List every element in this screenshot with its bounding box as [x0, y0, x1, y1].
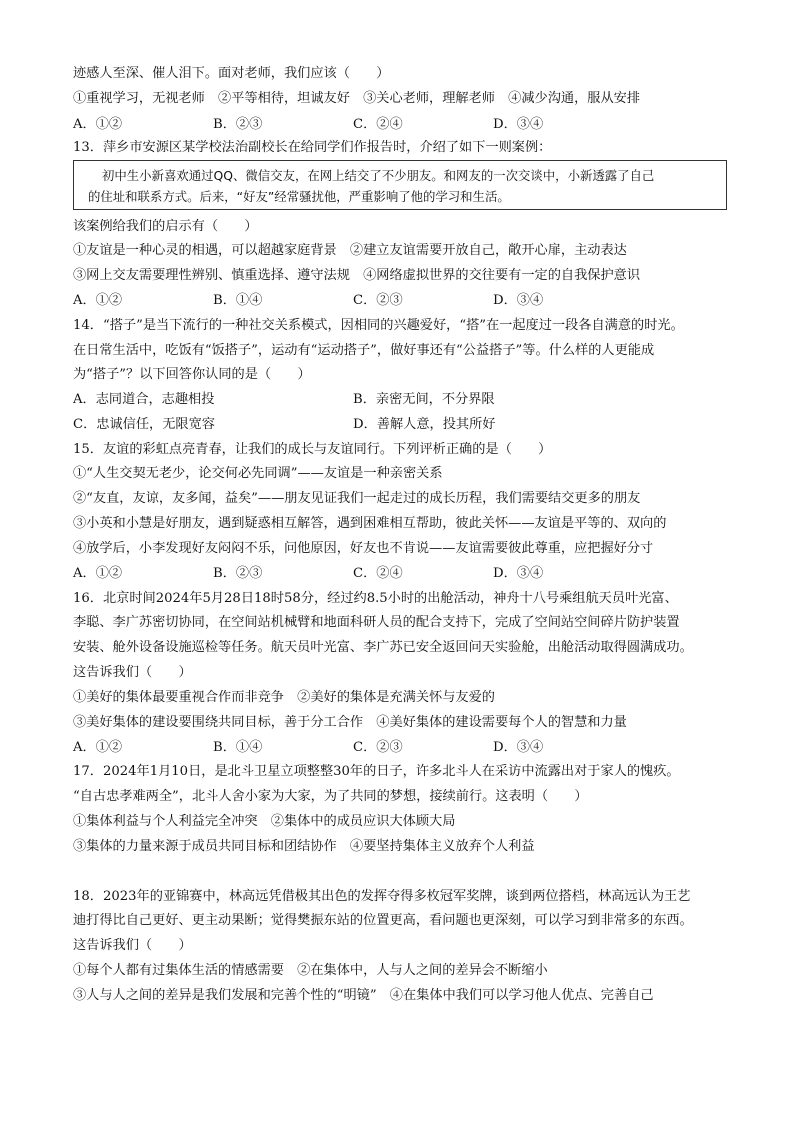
q15-statement-1: ①“人生交契无老少，论交何必先同调”——友谊是一种亲密关系	[73, 466, 443, 481]
q17-stem-2: “自古忠孝难两全”，北斗人舍小家为大家，为了共同的梦想，接续前行。这表明（ ）	[73, 789, 588, 804]
q12-statements: ①重视学习，无视老师 ②平等相待，坦诚友好 ③关心老师，理解老师 ④减少沟通，服从安排	[73, 91, 641, 106]
q16-stem-4: 这告诉我们（ ）	[73, 665, 192, 680]
q14-option-a: A．志同道合，志趣相投	[73, 392, 215, 407]
q13-prompt: 该案例给我们的启示有（ ）	[73, 219, 258, 234]
q16-statements-1: ①美好的集体最要重视合作而非竞争 ②美好的集体是充满关怀与友爱的	[73, 690, 495, 705]
q12-option-c: C．②④	[353, 117, 403, 132]
q13-case-box	[73, 160, 727, 210]
q17-statements-1: ①集体利益与个人利益完全冲突 ②集体中的成员应识大体顾大局	[73, 814, 456, 829]
q16-option-c: C．②③	[353, 740, 403, 755]
q13-case-line-2: 的住址和联系方式。后来，“好友”经常骚扰他，严重影响了他的学习和生活。	[88, 189, 510, 204]
q13-case-line-1: 初中生小新喜欢通过QQ、微信交友，在网上结交了不少朋友。和网友的一次交谈中，小新透露了自己	[102, 168, 655, 183]
q13-option-a: A．①②	[73, 293, 123, 308]
q17-stem-1: 17．2024年1月10日，是北斗卫星立项整整30年的日子，许多北斗人在采访中流露出对于家人的愧疚。	[73, 764, 680, 779]
q13-option-b: B．①④	[213, 293, 263, 308]
q15-option-c: C．②④	[353, 566, 403, 581]
q15-statement-3: ③小英和小慧是好朋友，遇到疑惑相互解答，遇到困难相互帮助，彼此关怀——友谊是平等的、双向的	[73, 516, 667, 531]
q14-option-c: C．忠诚信任，无限宽容	[73, 417, 215, 432]
q16-stem-3: 安装、舱外设备设施巡检等任务。航天员叶光富、李广苏已安全返回问天实验舱，出舱活动取得圆满成功。	[73, 640, 693, 655]
q16-statements-2: ③美好集体的建设要围绕共同目标，善于分工合作 ④美好集体的建设需要每个人的智慧和力量	[73, 715, 627, 730]
q15-option-a: A．①②	[73, 566, 123, 581]
q13-option-d: D．③④	[493, 293, 544, 308]
q18-statements-2: ③人与人之间的差异是我们发展和完善个性的“明镜” ④在集体中我们可以学习他人优点、完善自己	[73, 988, 654, 1003]
q18-stem-1: 18．2023年的亚锦赛中，林高远凭借极其出色的发挥夺得多枚冠军奖牌，谈到两位搭档，林高远认为王艺	[73, 889, 691, 904]
q16-stem-1: 16．北京时间2024年5月28日18时58分，经过约8.5小时的出舱活动，神舟十八号乘组航天员叶光富、	[73, 591, 678, 606]
q15-stem: 15．友谊的彩虹点亮青春，让我们的成长与友谊同行。下列评析正确的是（ ）	[73, 442, 552, 457]
q17-statements-2: ③集体的力量来源于成员共同目标和团结协作 ④要坚持集体主义放弃个人利益	[73, 839, 535, 854]
q15-statement-4: ④放学后，小李发现好友闷闷不乐，问他原因，好友也不肯说——友谊需要彼此尊重，应把握好分寸	[73, 541, 654, 556]
q13-statements-2: ③网上交友需要理性辨别、慎重选择、遵守法规 ④网络虚拟世界的交往要有一定的自我保护意识	[73, 268, 641, 283]
q14-stem-1: 14．“搭子”是当下流行的一种社交关系模式，因相同的兴趣爱好，“搭”在一起度过一段各自满意的时光。	[73, 318, 684, 333]
q14-option-b: B．亲密无间，不分界限	[353, 392, 495, 407]
q12-option-d: D．③④	[493, 117, 544, 132]
q18-stem-2: 迪打得比自己更好、更主动果断；觉得樊振东站的位置更高，看问题也更深刻，可以学习到非常多的东西。	[73, 913, 693, 928]
q13-option-c: C．②③	[353, 293, 403, 308]
q16-option-b: B．①④	[213, 740, 263, 755]
q14-stem-2: 在日常生活中，吃饭有“饭搭子”，运动有“运动搭子”，做好事还有“公益搭子”等。什么样的人更能成	[73, 343, 655, 358]
q15-option-b: B．②③	[213, 566, 263, 581]
q13-statements-1: ①友谊是一种心灵的相遇，可以超越家庭背景 ②建立友谊需要开放自己，敞开心扉，主动表达	[73, 243, 627, 258]
q14-stem-3: 为“搭子”？以下回答你认同的是（ ）	[73, 367, 311, 382]
q12-option-b: B．②③	[213, 117, 263, 132]
q14-option-d: D．善解人意，投其所好	[353, 417, 496, 432]
q16-option-a: A．①②	[73, 740, 123, 755]
q18-stem-3: 这告诉我们（ ）	[73, 938, 192, 953]
q18-statements-1: ①每个人都有过集体生活的情感需要 ②在集体中，人与人之间的差异会不断缩小	[73, 963, 548, 978]
q13-stem: 13．萍乡市安源区某学校法治副校长在给同学们作报告时，介绍了如下一则案例：	[73, 140, 552, 155]
q15-statement-2: ②“友直，友谅，友多闻，益矣”——朋友见证我们一起走过的成长历程，我们需要结交更多的朋友	[73, 491, 641, 506]
q12-option-a: A．①②	[73, 117, 123, 132]
q16-option-d: D．③④	[493, 740, 544, 755]
q12-stem-tail: 迹感人至深、催人泪下。面对老师，我们应该（ ）	[73, 66, 390, 81]
q16-stem-2: 李聪、李广苏密切协同，在空间站机械臂和地面科研人员的配合支持下，完成了空间站空间碎片防护装置	[73, 615, 680, 630]
q15-option-d: D．③④	[493, 566, 544, 581]
